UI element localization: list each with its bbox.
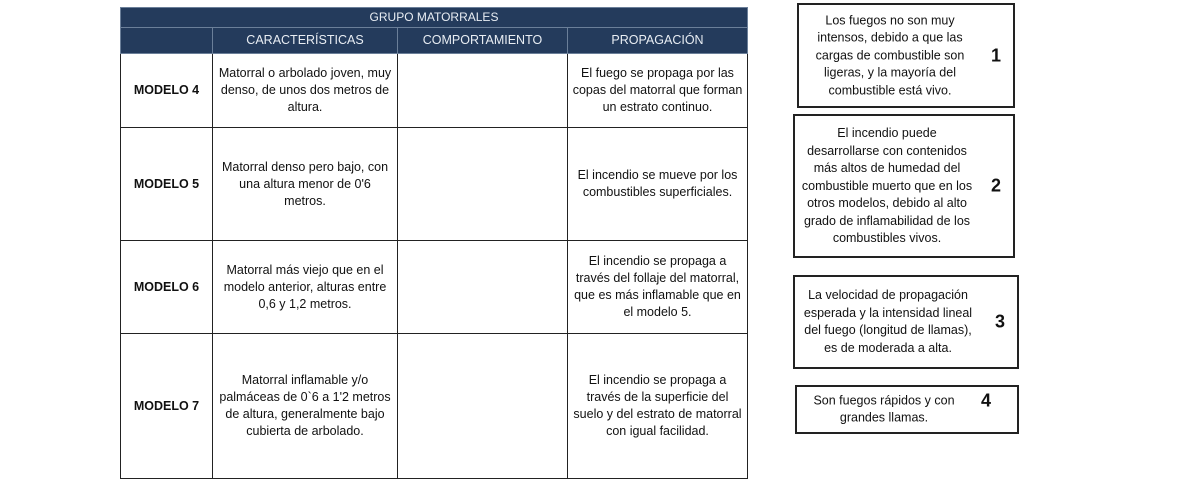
- header-empty: [121, 28, 213, 54]
- card-text: La velocidad de propagación esperada y la intensidad lineal del fuego (longitud de llamas), es de moderada a alta.: [803, 288, 973, 355]
- comportamiento-cell[interactable]: [398, 128, 568, 241]
- caracteristicas-cell: Matorral denso pero bajo, con una altura menor de 0'6 metros.: [213, 128, 398, 241]
- caracteristicas-cell: Matorral inflamable y/o palmáceas de 0`6 a 1'2 metros de altura, generalmente bajo cubierta de arbolado.: [213, 334, 398, 479]
- behavior-card-3[interactable]: [793, 275, 1019, 369]
- card-number: 3: [994, 311, 1005, 332]
- model-label: MODELO 6: [121, 241, 213, 334]
- propagacion-cell: El incendio se propaga a través del follaje del matorral, que es más inflamable que en el modelo 5.: [568, 241, 748, 334]
- comportamiento-cell[interactable]: [398, 241, 568, 334]
- model-label: MODELO 7: [121, 334, 213, 479]
- model-label: MODELO 4: [121, 54, 213, 128]
- comportamiento-cell[interactable]: [398, 334, 568, 479]
- header-propagacion: PROPAGACIÓN: [568, 28, 748, 54]
- header-caracteristicas: CARACTERÍSTICAS: [213, 28, 398, 54]
- matorrales-table: [120, 7, 748, 479]
- behavior-card-4[interactable]: [795, 385, 1019, 434]
- header-comportamiento: COMPORTAMIENTO: [398, 28, 568, 54]
- propagacion-cell: El fuego se propaga por las copas del matorral que forman un estrato continuo.: [568, 54, 748, 128]
- propagacion-cell: El incendio se mueve por los combustibles superficiales.: [568, 128, 748, 241]
- card-text: Los fuegos no son muy intensos, debido a que las cargas de combustible son ligeras, y la mayoría del combustible está vivo.: [815, 12, 965, 97]
- behavior-card-2[interactable]: [793, 114, 1015, 258]
- card-number: 2: [990, 175, 1001, 196]
- card-number: 1: [990, 44, 1001, 65]
- propagacion-cell: El incendio se propaga a través de la superficie del suelo y del estrato de matorral con igual facilidad.: [568, 334, 748, 479]
- table-title: GRUPO MATORRALES: [121, 8, 748, 28]
- table-row: [121, 54, 748, 128]
- table-row: [121, 241, 748, 334]
- comportamiento-cell[interactable]: [398, 54, 568, 128]
- model-label: MODELO 5: [121, 128, 213, 241]
- behavior-card-1[interactable]: [797, 3, 1015, 108]
- card-number: 4: [980, 390, 991, 411]
- table-row: [121, 128, 748, 241]
- card-text: El incendio puede desarrollarse con contenidos más altos de humedad del combustible muerto que en los otros modelos, debido al alto grado de inflamabilidad de los combustibles vivos.: [801, 125, 973, 245]
- caracteristicas-cell: Matorral o arbolado joven, muy denso, de unos dos metros de altura.: [213, 54, 398, 128]
- card-text: Son fuegos rápidos y con grandes llamas.: [813, 393, 955, 425]
- table-row: [121, 334, 748, 479]
- caracteristicas-cell: Matorral más viejo que en el modelo anterior, alturas entre 0,6 y 1,2 metros.: [213, 241, 398, 334]
